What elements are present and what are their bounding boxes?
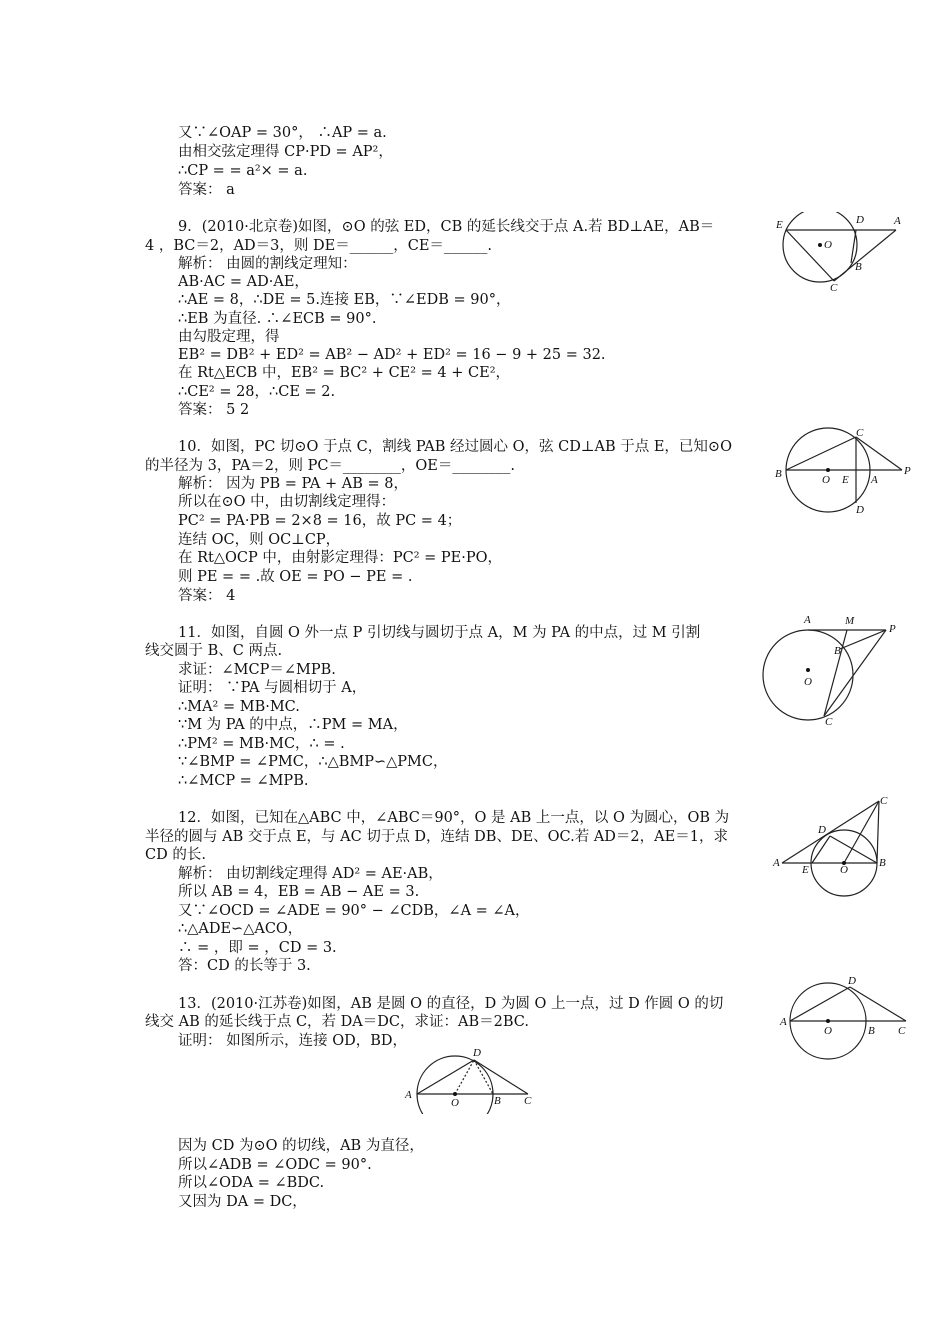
label-C: C (880, 795, 888, 807)
label-B: B (775, 468, 782, 480)
text-line: CD 的长. (145, 847, 206, 863)
label-C: C (856, 427, 864, 439)
text-line: 求证：∠MCP＝∠MPB. (178, 662, 336, 678)
label-O: O (824, 239, 832, 251)
answer-line: 答案： 5 2 (178, 402, 250, 418)
text-line: 线交圆于 B、C 两点. (145, 643, 283, 659)
text-line: 半径的圆与 AB 交于点 E，与 AC 切于点 D，连结 DB、DE、OC.若 AD＝2，AE＝1，求 (145, 829, 728, 845)
label-E: E (776, 219, 783, 231)
label-E: E (802, 864, 809, 876)
problem-12-statement: 12．如图，已知在△ABC 中，∠ABC＝90°，O 是 AB 上一点，以 O 为圆心，OB 为 (178, 810, 730, 826)
text-line: 因为 CD 为⊙O 的切线，AB 为直径， (178, 1138, 424, 1154)
label-O: O (804, 676, 812, 688)
text-line: EB² = DB² + ED² = AB² − AD² + ED² = 16 − 9 + 25 = 32. (178, 347, 606, 363)
answer-line: 答案： 4 (178, 588, 236, 604)
label-A: A (773, 857, 780, 869)
figure-11-diagram (758, 612, 908, 730)
text-line: ∴ = ，即 = ，CD = 3. (178, 940, 337, 956)
text-line: ∴MA² = MB·MC. (178, 699, 300, 715)
text-line: AB·AC = AD·AE， (178, 274, 309, 290)
solution-label: 解析： 由切割线定理得 AD² = AE·AB， (178, 866, 443, 882)
text-line: 由勾股定理，得 (178, 329, 280, 345)
text-line: ∴△ADE∽△ACO， (178, 921, 303, 937)
text-line: ∵M 为 PA 的中点，∴PM = MA， (178, 717, 408, 733)
text-line: 则 PE = = .故 OE = PO − PE = . (178, 569, 413, 585)
label-O: O (822, 474, 830, 486)
label-A: A (871, 474, 878, 486)
text-line: 所以∠ODA = ∠BDC. (178, 1175, 325, 1191)
label-O: O (824, 1025, 832, 1037)
text-line: ∴CE² = 28，∴CE = 2. (178, 384, 336, 400)
label-A: A (894, 215, 901, 227)
label-C: C (830, 282, 838, 294)
label-C: C (524, 1095, 532, 1107)
label-M: M (845, 615, 855, 627)
text-line: 又∵∠OAP = 30°， ∴AP = a. (178, 125, 387, 141)
problem-11-statement: 11．如图，自圆 O 外一点 P 引切线与圆切于点 A，M 为 PA 的中点，过 M 引割 (178, 625, 701, 641)
text-line: 的半径为 3，PA＝2，则 PC＝________，OE＝________. (145, 458, 515, 474)
label-B: B (834, 645, 841, 657)
answer-line: 答：CD 的长等于 3. (178, 958, 311, 974)
text-line: 所以∠ADB = ∠ODC = 90°. (178, 1157, 372, 1173)
text-line: PC² = PA·PB = 2×8 = 16，故 PC = 4； (178, 513, 462, 529)
problem-9-statement: 9．(2010·北京卷)如图，⊙O 的弦 ED，CB 的延长线交于点 A.若 BD⊥AE，AB＝ (178, 219, 715, 235)
label-A: A (804, 614, 811, 626)
figure-9-diagram (774, 212, 914, 294)
proof-label: 证明： 如图所示，连接 OD，BD， (178, 1033, 408, 1049)
text-line: 所以 AB = 4，EB = AB − AE = 3. (178, 884, 420, 900)
figure-10-diagram (772, 425, 920, 517)
label-A: A (780, 1016, 787, 1028)
label-O: O (840, 864, 848, 876)
text-line: 4 ，BC＝2，AD＝3，则 DE＝______，CE＝______. (145, 238, 493, 254)
text-line: ∴PM² = MB·MC，∴ = . (178, 736, 345, 752)
text-line: 线交 AB 的延长线于点 C，若 DA＝DC，求证：AB＝2BC. (145, 1014, 529, 1030)
text-line: ∴∠MCP = ∠MPB. (178, 773, 309, 789)
label-D: D (473, 1047, 481, 1059)
text-line: ∴EB 为直径. ∴∠ECB = 90°. (178, 311, 377, 327)
label-B: B (494, 1095, 501, 1107)
problem-13-statement: 13．(2010·江苏卷)如图，AB 是圆 O 的直径，D 为圆 O 上一点，过 D 作圆 O 的切 (178, 996, 724, 1012)
label-E: E (842, 474, 849, 486)
label-C: C (825, 716, 833, 728)
label-D: D (856, 504, 864, 516)
label-D: D (818, 824, 826, 836)
solution-label: 解析： 因为 PB = PA + AB = 8， (178, 476, 408, 492)
label-O: O (451, 1097, 459, 1109)
text-line: 又因为 DA = DC， (178, 1194, 307, 1210)
label-B: B (879, 857, 886, 869)
figure-12-diagram (772, 793, 922, 903)
text-line: 在 Rt△ECB 中，EB² = BC² + CE² = 4 + CE²， (178, 365, 511, 381)
label-C: C (898, 1025, 906, 1037)
label-A: A (405, 1089, 412, 1101)
figure-13-diagram (778, 975, 916, 1063)
text-line: 又∵∠OCD = ∠ADE = 90° − ∠CDB，∠A = ∠A， (178, 903, 530, 919)
text-line: ∵∠BMP = ∠PMC，∴△BMP∽△PMC， (178, 754, 448, 770)
text-line: 由相交弦定理得 CP·PD = AP²， (178, 144, 393, 160)
label-B: B (868, 1025, 875, 1037)
label-P: P (889, 623, 896, 635)
figure-13-proof-diagram (402, 1046, 540, 1114)
solution-label: 解析： 由圆的割线定理知： (178, 256, 357, 272)
problem-10-statement: 10．如图，PC 切⊙O 于点 C，割线 PAB 经过圆心 O，弦 CD⊥AB 于点 E，已知⊙O (178, 439, 732, 455)
text-line: 连结 OC，则 OC⊥CP， (178, 532, 341, 548)
text-line: 所以在⊙O 中，由切割线定理得： (178, 494, 396, 510)
label-B: B (855, 261, 862, 273)
answer-line: 答案： a (178, 182, 235, 198)
text-line: ∴AE = 8，∴DE = 5.连接 EB，∵∠EDB = 90°， (178, 292, 511, 308)
text-line: 在 Rt△OCP 中，由射影定理得：PC² = PE·PO， (178, 550, 502, 566)
text-line: ∴CP = = a²× = a. (178, 163, 308, 179)
label-D: D (848, 975, 856, 987)
label-P: P (904, 465, 911, 477)
label-D: D (856, 214, 864, 226)
proof-label: 证明： ∵PA 与圆相切于 A， (178, 680, 367, 696)
